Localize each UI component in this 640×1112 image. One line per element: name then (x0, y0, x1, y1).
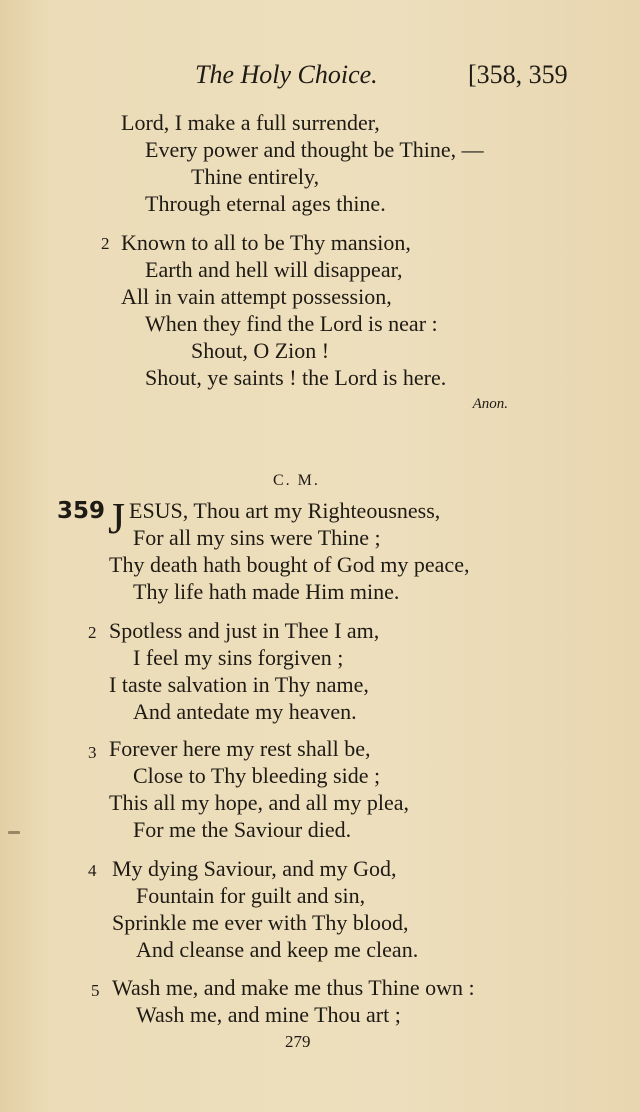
verse-number: 3 (88, 743, 97, 762)
hymn-number: 359 (57, 498, 106, 524)
verse-line: Wash me, and mine Thou art ; (136, 1002, 401, 1027)
verse-line: Shout, O Zion ! (191, 338, 330, 363)
verse-line: I taste salvation in Thy name, (109, 672, 369, 697)
drop-cap: J (108, 494, 126, 543)
meter-label: C. M. (273, 472, 320, 489)
verse-line: Fountain for guilt and sin, (136, 883, 366, 908)
verse-line: Forever here my rest shall be, (109, 736, 371, 761)
verse-line: Shout, ye saints ! the Lord is here. (145, 365, 447, 390)
margin-mark (8, 831, 20, 834)
verse-number: 2 (88, 623, 97, 642)
verse-line: I feel my sins forgiven ; (133, 645, 344, 670)
verse-line: Earth and hell will disappear, (145, 257, 403, 282)
verse-line: Wash me, and make me thus Thine own : (112, 975, 475, 1000)
verse-line: Thy life hath made Him mine. (133, 579, 400, 604)
verse-line: ESUS, Thou art my Righteousness, (129, 498, 441, 523)
verse-line: Spotless and just in Thee I am, (109, 618, 380, 643)
verse-line: When they find the Lord is near : (145, 311, 438, 336)
verse-line: And cleanse and keep me clean. (136, 937, 419, 962)
hymn-range: [358, 359 (468, 60, 568, 89)
verse-line: All in vain attempt possession, (121, 284, 392, 309)
verse-line: And antedate my heaven. (133, 699, 357, 724)
verse-line: For all my sins were Thine ; (133, 525, 381, 550)
verse-line: Known to all to be Thy mansion, (121, 230, 411, 255)
verse-line: Through eternal ages thine. (145, 191, 386, 216)
page-number: 279 (285, 1032, 311, 1051)
verse-line: This all my hope, and all my plea, (109, 790, 409, 815)
verse-number: 4 (88, 861, 97, 880)
verse-number: 5 (91, 981, 100, 1000)
verse-line: Every power and thought be Thine, — (145, 137, 484, 162)
verse-line: Lord, I make a full surrender, (121, 110, 380, 135)
verse-line: Sprinkle me ever with Thy blood, (112, 910, 409, 935)
verse-line: Thine entirely, (191, 164, 320, 189)
running-title: The Holy Choice. (195, 60, 378, 89)
verse-number: 2 (101, 234, 110, 253)
attribution: Anon. (472, 396, 508, 412)
verse-line: Close to Thy bleeding side ; (133, 763, 381, 788)
verse-line: My dying Saviour, and my God, (112, 856, 397, 881)
verse-line: For me the Saviour died. (133, 817, 352, 842)
verse-line: Thy death hath bought of God my peace, (109, 552, 470, 577)
